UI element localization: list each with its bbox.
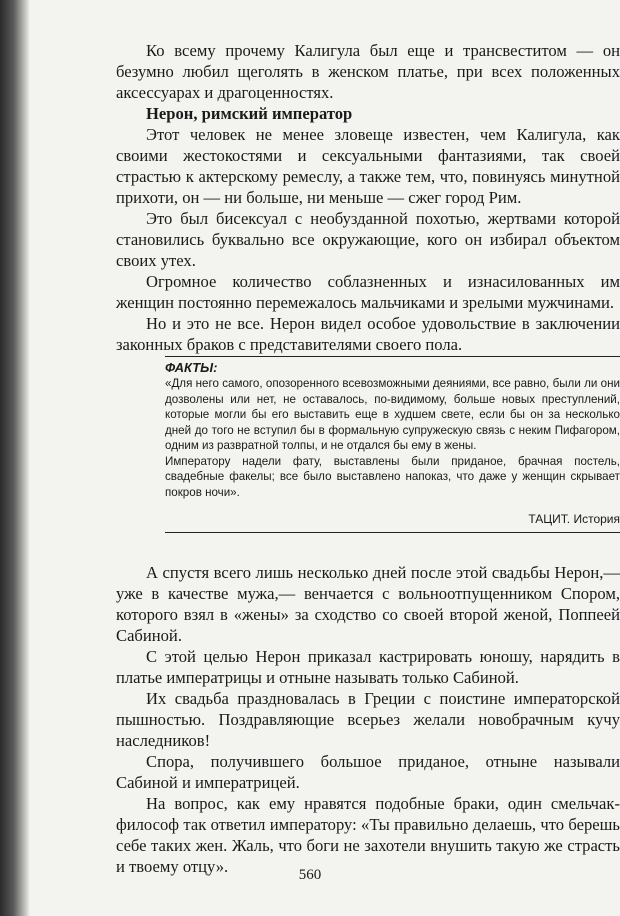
facts-source: ТАЦИТ. История (165, 512, 620, 533)
paragraph: С этой целью Нерон приказал кастрировать юношу, нарядить в платье императрицы и отныне называть только Сабиной. (116, 647, 620, 687)
facts-body (165, 376, 620, 500)
paragraph: Спора, получившего большое приданое, отныне называли Сабиной и императрицей. (116, 752, 620, 792)
section-heading: Нерон, римский император (146, 104, 353, 123)
paragraph: Их свадьба праздновалась в Греции с поистине императорской пышностью. Поздравляющие всерьез желали новобрачным кучу наследников! (116, 689, 620, 750)
paragraph: Огромное количество соблазненных и изнасилованных им женщин постоянно перемежалось мальчиками и зрелыми мужчинами. (116, 272, 620, 312)
facts-title: ФАКТЫ: (165, 360, 218, 375)
page-body-top (116, 40, 620, 355)
paragraph: Ко всему прочему Калигула был еще и трансвеститом — он безумно любил щеголять в женском платье, при всех положенных аксессуарах и драгоценностях. (116, 41, 620, 102)
paragraph: На вопрос, как ему нравятся подобные браки, один смельчак-философ так ответил императору: «Ты правильно делаешь, что берешь себе таких жен. Жаль, что боги не захотели внушить такую же страсть и твоему отцу». (116, 794, 620, 876)
paragraph: А спустя всего лишь несколько дней после этой свадьбы Нерон,— уже в качестве мужа,— венчается с вольноотпущенником Спором, которого взял в «жены» за сходство со своей второй женой, Поппеей Сабиной. (116, 563, 620, 645)
facts-paragraph: «Для него самого, опозоренного всевозможными деяниями, все равно, были ли они дозволены или нет, не оставалось, по-видимому, больше новых преступлений, которые могли бы его выставить еще в худшем свете, если бы он за несколько дней до того не вступил бы в формальную супружескую связь с неким Пифагором, одним из развратной толпы, и не отдался бы ему в жены. (165, 377, 620, 452)
paragraph: Этот человек не менее зловеще известен, чем Калигула, как своими жестокостями и сексуальными фантазиями, так своей страстью к актерскому ремеслу, а также тем, что, повинуясь минутной прихоти, он — ни больше, ни меньше — сжег город Рим. (116, 125, 620, 207)
paragraph: Но и это не все. Нерон видел особое удовольствие в заключении законных браков с представителями своего пола. (116, 314, 620, 354)
facts-paragraph: Императору надели фату, выставлены были приданое, брачная постель, свадебные факелы; все было выставлено напоказ, что даже у женщин скрывает покров ночи». (165, 454, 620, 499)
paragraph: Это был бисексуал с необузданной похотью, жертвами которой становились буквально все окружающие, кого он избирал объектом своих утех. (116, 209, 620, 270)
book-spine-shadow (0, 0, 30, 916)
page-body-bottom (116, 562, 620, 877)
page-number: 560 (298, 867, 322, 883)
facts-box (165, 356, 620, 533)
